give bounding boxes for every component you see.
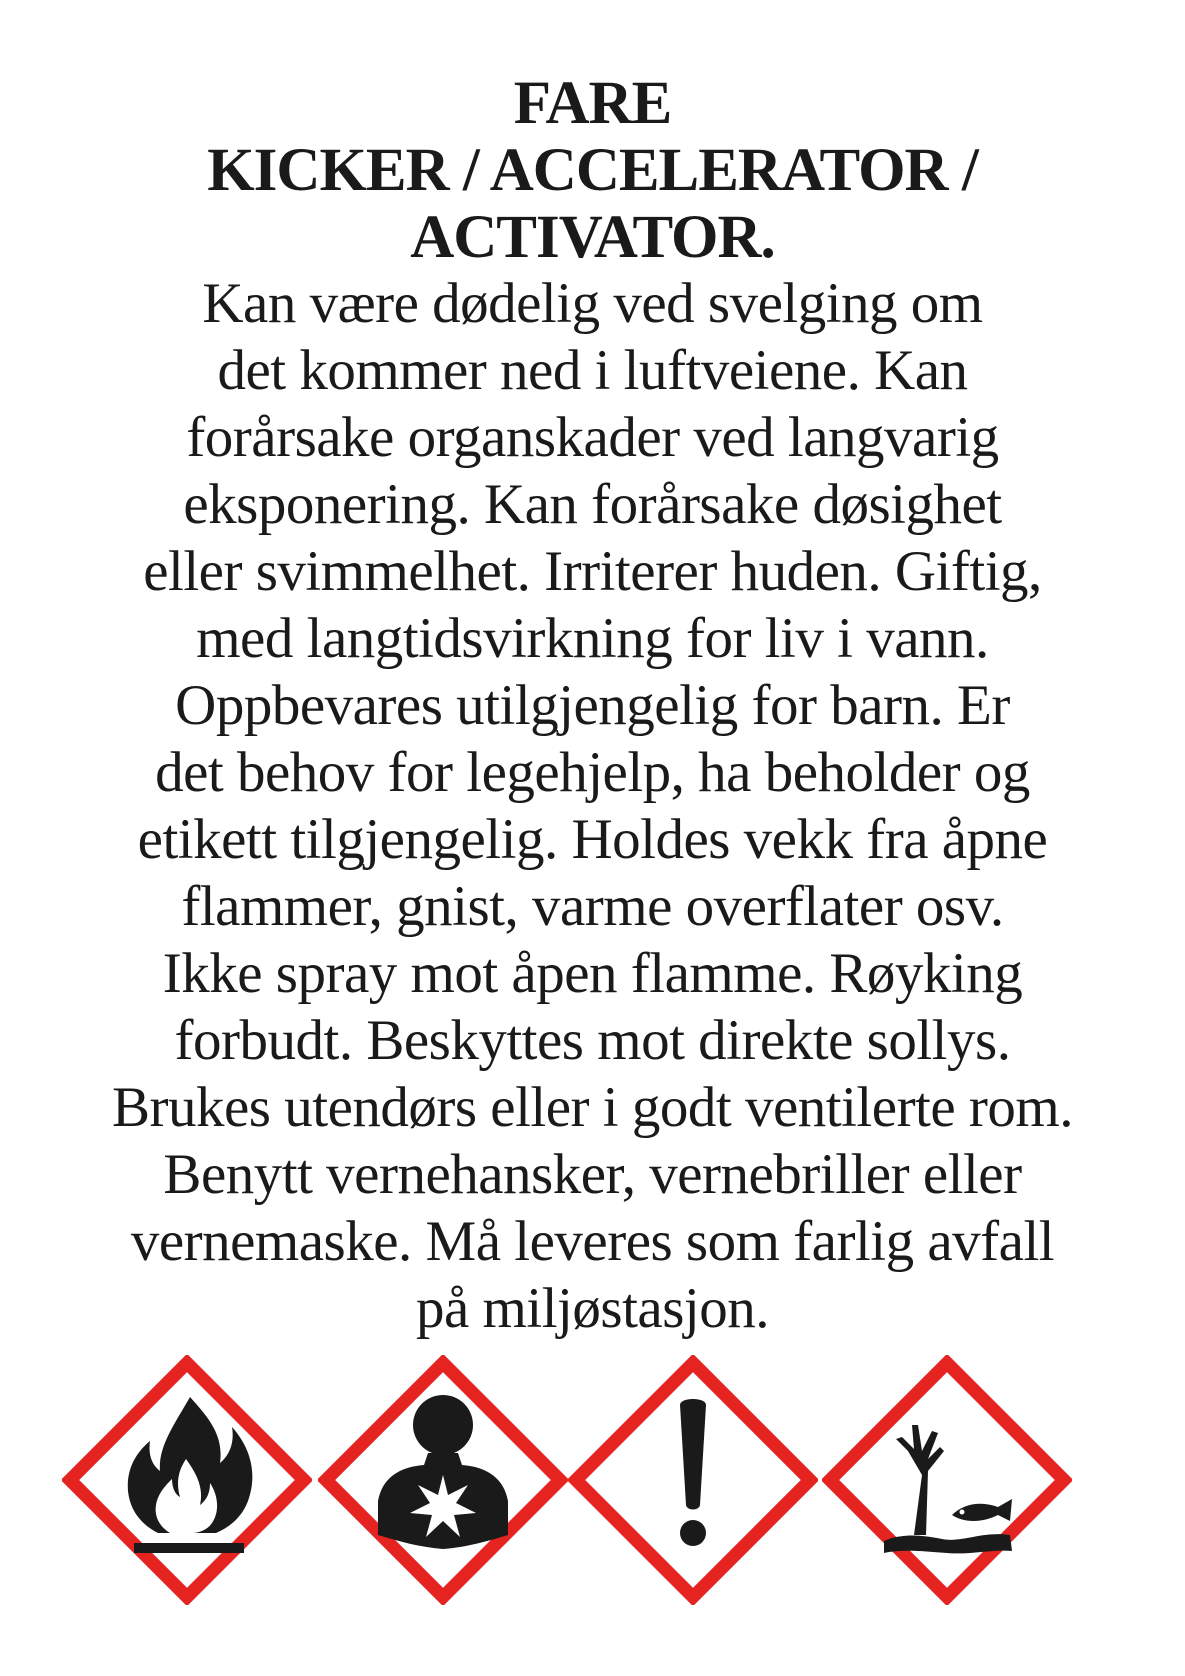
flame-pictogram [62, 1355, 312, 1605]
hazard-text-line: Kan være dødelig ved svelging om [202, 272, 983, 335]
environment-icon [822, 1355, 1072, 1605]
hazard-text-line: vernemaske. Må leveres som farlig avfall [130, 1210, 1055, 1273]
health-hazard-icon [318, 1355, 568, 1605]
hazard-text-line: Benytt vernehansker, vernebriller eller [163, 1143, 1022, 1206]
health-hazard-pictogram [318, 1355, 568, 1605]
hazard-text-line: med langtidsvirkning for liv i vann. [196, 607, 989, 670]
hazard-text-line: forbudt. Beskyttes mot direkte sollys. [174, 1009, 1011, 1072]
hazard-text-line: eksponering. Kan forårsake døsighet [183, 473, 1002, 536]
exclamation-mark-icon [568, 1355, 818, 1605]
hazard-text-line: det behov for legehjelp, ha beholder og [155, 741, 1030, 804]
ghs-pictograms [0, 1355, 1185, 1605]
hazard-text-line: Ikke spray mot åpen flamme. Røyking [162, 942, 1023, 1005]
hazard-text-line: Oppbevares utilgjengelig for barn. Er [175, 674, 1010, 737]
flame-icon [62, 1355, 312, 1605]
product-name-line: KICKER / ACCELERATOR / [207, 137, 978, 204]
hazard-text-line: det kommer ned i luftveiene. Kan [217, 339, 968, 402]
environment-pictogram [822, 1355, 1072, 1605]
product-name-line: ACTIVATOR. [410, 204, 775, 271]
signal-word: FARE [513, 70, 672, 137]
hazard-text-line: flammer, gnist, varme overflater osv. [181, 875, 1004, 938]
hazard-text-line: etikett tilgjengelig. Holdes vekk fra åpne [137, 808, 1048, 871]
hazard-text-line: eller svimmelhet. Irriterer huden. Giftig, [143, 540, 1042, 603]
hazard-text-line: Brukes utendørs eller i godt ventilerte rom. [112, 1076, 1073, 1139]
exclamation-pictogram [568, 1355, 818, 1605]
headline [40, 70, 1145, 271]
hazard-text-line: på miljøstasjon. [416, 1277, 769, 1340]
hazard-text-line: forårsake organskader ved langvarig [186, 406, 999, 469]
hazard-statements [30, 270, 1155, 1342]
